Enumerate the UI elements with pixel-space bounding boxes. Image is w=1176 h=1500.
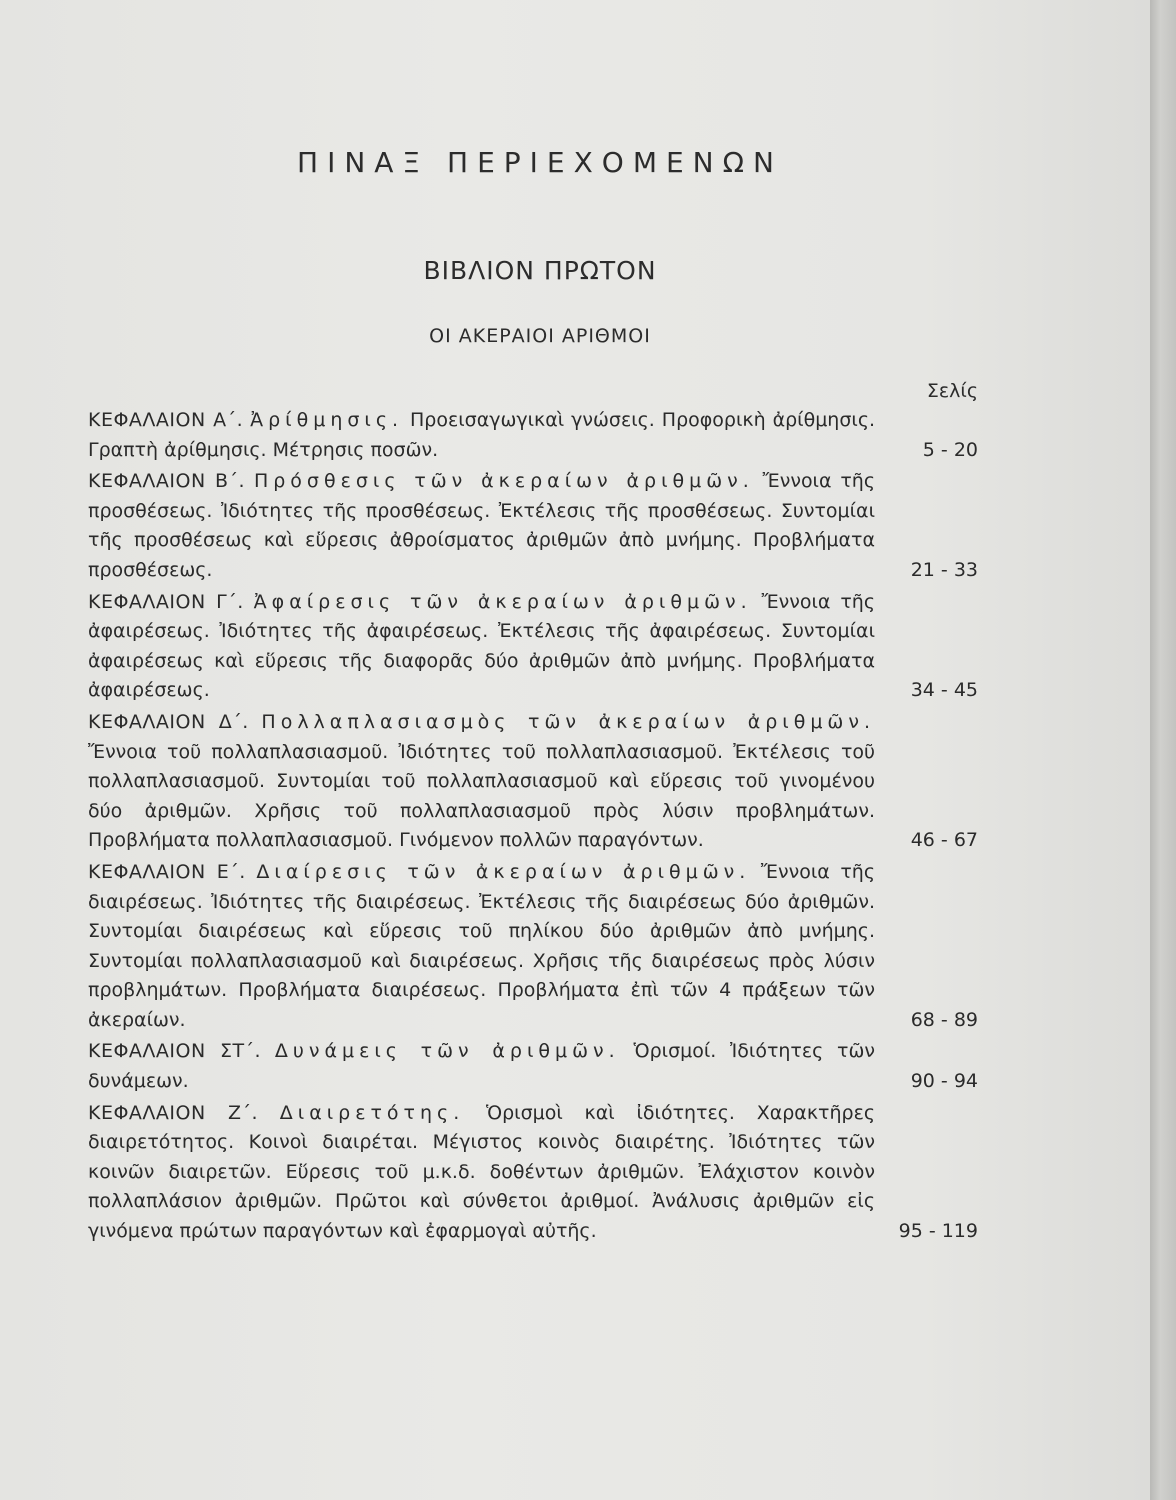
chapter-label: ΚΕΦΑΛΑΙΟΝ Γ΄. — [88, 590, 244, 613]
page-range: 68 - 89 — [910, 1008, 978, 1031]
page-range: 21 - 33 — [910, 558, 978, 581]
chapter-title: Δυνάμεις τῶν ἀριθμῶν. — [274, 1040, 620, 1063]
chapter-description: Ἔννοια τῆς διαιρέσεως. Ἰδιότητες τῆς διαιρέσεως. Ἐκτέλεσις τῆς διαιρέσεως δύο ἀριθμῶν. Συντομίαι διαιρέσεως καὶ εὕρεσις τοῦ πηλίκου δύο ἀριθμῶν ἀπὸ μνήμης. Συντομίαι πολλαπλασιασμοῦ καὶ διαιρέσεως. Χρῆσις τῆς διαιρέσεως πρὸς λύσιν προβλημάτων. Προβλήματα διαιρέσεως. Προβλήματα ἐπὶ τῶν 4 πράξεων τῶν ἀκεραίων. — [88, 860, 875, 1031]
toc-entry — [88, 406, 978, 465]
toc-entry-text — [88, 1037, 875, 1096]
pages-column-header: Σελίς — [926, 380, 978, 402]
part-title: ΟΙ ΑΚΕΡΑΙΟΙ ΑΡΙΘΜΟΙ — [429, 325, 651, 347]
toc-entry-text — [88, 1099, 875, 1247]
page-range: 90 - 94 — [910, 1070, 978, 1093]
toc-entry-text — [88, 467, 875, 585]
toc-entry-text — [88, 588, 875, 706]
toc-entry-text — [88, 406, 875, 465]
toc-entry — [88, 588, 978, 706]
page-range: 34 - 45 — [910, 679, 978, 702]
toc-entry — [88, 1099, 978, 1247]
chapter-description: Ἔννοια τῆς ἀφαιρέσεως. Ἰδιότητες τῆς ἀφαιρέσεως. Ἐκτέλεσις τῆς ἀφαιρέσεως. Συντομίαι ἀφαιρέσεως καὶ εὕρεσις τῆς διαφορᾶς δύο ἀριθμῶν ἀπὸ μνήμης. Προβλήματα ἀφαιρέσεως. — [88, 590, 875, 702]
toc-entry — [88, 467, 978, 585]
chapter-label: ΚΕΦΑΛΑΙΟΝ Β΄. — [88, 470, 246, 493]
chapter-description: Ἔννοια τῆς προσθέσεως. Ἰδιότητες τῆς προσθέσεως. Ἐκτέλεσις τῆς προσθέσεως. Συντομίαι τῆς προσθέσεως καὶ εὕρεσις ἀθροίσματος ἀριθμῶν ἀπὸ μνήμης. Προβλήματα προσθέσεως. — [88, 470, 875, 581]
page-range: 95 - 119 — [898, 1220, 978, 1243]
toc-entry — [88, 1037, 978, 1096]
toc-list — [88, 406, 978, 1249]
contents-heading: ΠΙΝΑΞ ΠΕΡΙΕΧΟΜΕΝΩΝ — [297, 146, 783, 179]
toc-entry-text — [88, 858, 875, 1036]
chapter-title: Πολλαπλασιασμὸς τῶν ἀκεραίων ἀριθμῶν. — [261, 710, 875, 733]
chapter-label: ΚΕΦΑΛΑΙΟΝ Ζ΄. — [88, 1101, 259, 1124]
chapter-description: Ὁρισμοί. Ἰδιότητες τῶν δυνάμεων. — [88, 1040, 876, 1093]
page-edge — [1150, 0, 1176, 1500]
chapter-title: Ἀρίθμησις. — [250, 409, 404, 431]
chapter-description: Προεισαγωγικαὶ γνώσεις. Προφορικὴ ἀρίθμησις. Γραπτὴ ἀρίθμησις. Μέτρησις ποσῶν. — [88, 409, 876, 461]
chapter-label: ΚΕΦΑΛΑΙΟΝ Α΄. — [88, 409, 244, 431]
chapter-title: Πρόσθεσις τῶν ἀκεραίων ἀριθμῶν. — [253, 470, 754, 493]
chapter-title: Ἀφαίρεσις τῶν ἀκεραίων ἀριθμῶν. — [253, 590, 752, 613]
book-title: ΒΙΒΛΙΟΝ ΠΡΩΤΟΝ — [423, 256, 657, 285]
chapter-description: Ὁρισμοὶ καὶ ἰδιότητες. Χαρακτῆρες διαιρετότητος. Κοινοὶ διαιρέται. Μέγιστος κοινὸς διαιρέτης. Ἰδιότητες τῶν κοινῶν διαιρετῶν. Εὕρεσις τοῦ μ.κ.δ. δοθέντων ἀριθμῶν. Ἐλάχιστον κοινὸν πολλαπλάσιον ἀριθμῶν. Πρῶτοι καὶ σύνθετοι ἀριθμοί. Ἀνάλυσις ἀριθμῶν εἰς γινόμενα πρώτων παραγόντων καὶ ἐφαρμογαὶ αὐτῆς. — [88, 1101, 875, 1243]
toc-entry-text — [88, 708, 875, 856]
toc-entry — [88, 708, 978, 856]
chapter-label: ΚΕΦΑΛΑΙΟΝ ΣΤ΄. — [88, 1040, 262, 1063]
toc-entry — [88, 858, 978, 1036]
page-range: 5 - 20 — [922, 438, 978, 461]
chapter-description: Ἔννοια τοῦ πολλαπλασιασμοῦ. Ἰδιότητες τοῦ πολλαπλασιασμοῦ. Ἐκτέλεσις τοῦ πολλαπλασιασμοῦ. Συντομίαι τοῦ πολλαπλασιασμοῦ καὶ εὕρεσις τοῦ γινομένου δύο ἀριθμῶν. Χρῆσις τοῦ πολλαπλασιασμοῦ πρὸς λύσιν προβλημάτων. Προβλήματα πολλαπλασιασμοῦ. Γινόμενον πολλῶν παραγόντων. — [88, 740, 875, 852]
chapter-title: Διαιρετότης. — [279, 1101, 465, 1124]
chapter-title: Διαίρεσις τῶν ἀκεραίων ἀριθμῶν. — [256, 860, 751, 883]
page-range: 46 - 67 — [910, 829, 978, 852]
chapter-label: ΚΕΦΑΛΑΙΟΝ Ε΄. — [88, 860, 246, 883]
chapter-label: ΚΕΦΑΛΑΙΟΝ Δ΄. — [88, 710, 249, 733]
